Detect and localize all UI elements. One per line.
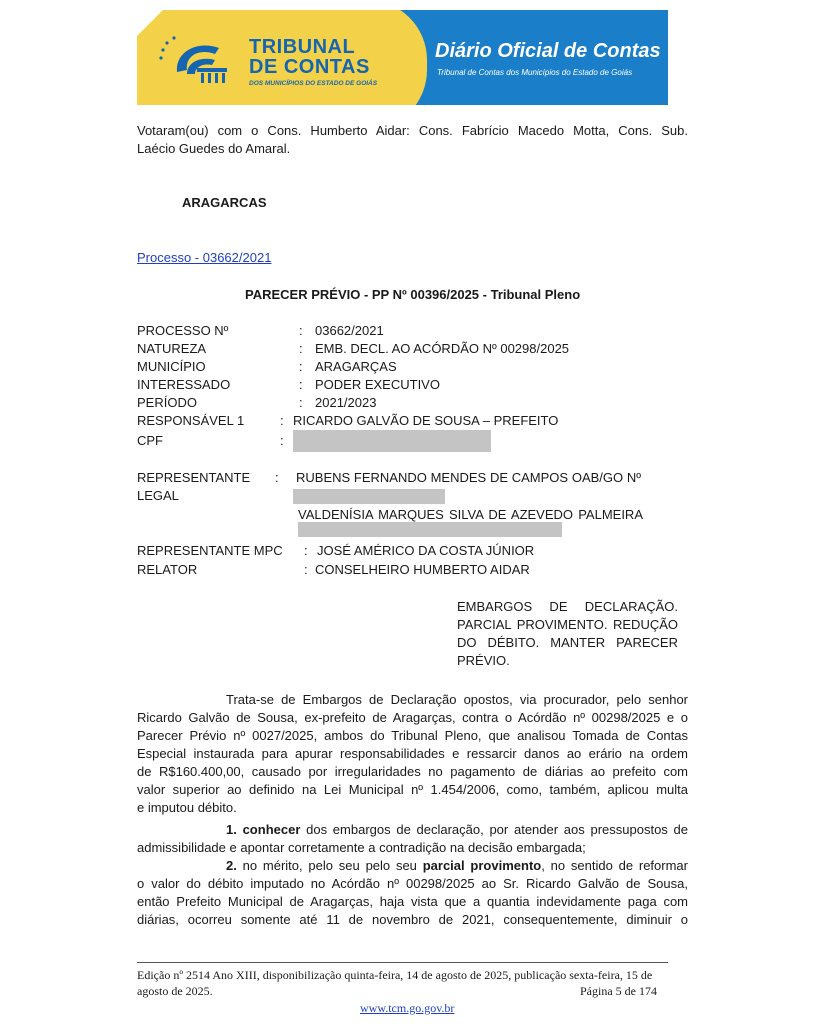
parecer-title: PARECER PRÉVIO - PP Nº 00396/2025 - Tribunal Pleno <box>245 287 581 302</box>
footer-page-number: Página 5 de 174 <box>580 984 657 998</box>
item-2-line-1 <box>137 857 688 875</box>
body-line: valor superior ao definido na Lei Municipal nº 1.454/2006, como, também, aplicou multa <box>137 782 688 797</box>
relator-label: RELATOR <box>137 562 198 577</box>
field-label-natureza: NATUREZA <box>137 341 207 356</box>
gazette-title: Diário Oficial de Contas <box>435 40 661 62</box>
body-line: e imputou débito. <box>137 800 237 815</box>
body-line: Trata-se de Embargos de Declaração opostos, via procurador, pelo senhor <box>226 692 688 707</box>
item-1-rest: dos embargos de declaração, por atender aos pressupostos de <box>300 822 688 837</box>
field-value-municipio: ARAGARÇAS <box>315 359 397 374</box>
rep-legal-label-2: LEGAL <box>137 488 179 503</box>
redacted-oab-2 <box>298 522 562 537</box>
field-colon: : <box>299 377 303 392</box>
ementa-line-1: EMBARGOS DE DECLARAÇÃO. <box>457 599 678 614</box>
field-colon: : <box>299 341 303 356</box>
field-label-responsavel: RESPONSÁVEL 1 <box>137 413 245 428</box>
field-label-periodo: PERÍODO <box>137 395 197 410</box>
footer-divider <box>137 962 668 963</box>
field-colon: : <box>280 413 284 428</box>
item-1-bold: conhecer <box>242 822 301 837</box>
field-colon: : <box>299 323 303 338</box>
title-area <box>387 10 668 105</box>
field-value-natureza: EMB. DECL. AO ACÓRDÃO Nº 00298/2025 <box>315 341 570 356</box>
body-line: de R$160.400,00, causado por irregularidades no pagamento de diárias ao prefeito com <box>137 764 688 779</box>
body-paragraph <box>137 691 688 817</box>
field-label-interessado: INTERESSADO <box>137 377 231 392</box>
logo-wordmark: TRIBUNAL DE CONTAS <box>249 36 370 78</box>
item-1 <box>137 821 688 857</box>
tribunal-logo-icon <box>157 32 235 86</box>
field-value-processo: 03662/2021 <box>315 323 384 338</box>
item-2-pre: no mérito, pelo seu pelo seu <box>236 858 423 873</box>
field-label-cpf: CPF <box>137 433 163 448</box>
item-2-rest: , no sentido de reformar <box>541 858 688 873</box>
ementa-line-2: PARCIAL PROVIMENTO. REDUÇÃO <box>457 617 678 632</box>
rep-legal-value-1: RUBENS FERNANDO MENDES DE CAMPOS OAB/GO Nº <box>296 470 641 485</box>
rep-mpc-value: JOSÉ AMÉRICO DA COSTA JÚNIOR <box>317 543 535 558</box>
redacted-cpf <box>293 430 491 452</box>
relator-value: CONSELHEIRO HUMBERTO AIDAR <box>315 562 530 577</box>
item-1-number: 1. <box>226 822 237 837</box>
item-2-line: o valor do débito imputado no Acórdão nº 00298/2025 ao Sr. Ricardo Galvão de Sousa, <box>137 876 688 891</box>
item-2 <box>137 857 688 929</box>
item-2-line: diárias, ocorreu somente até 11 de novembro de 2021, consequentemente, diminuir o <box>137 912 688 927</box>
field-value-periodo: 2021/2023 <box>315 395 377 410</box>
process-link[interactable]: Processo - 03662/2021 <box>137 250 272 265</box>
field-value-responsavel: RICARDO GALVÃO DE SOUSA – PREFEITO <box>293 413 559 428</box>
footer-edition-line-1: Edição nº 2514 Ano XIII, disponibilização quinta-feira, 14 de agosto de 2025, publicação sexta-feira, 15 de <box>137 968 653 982</box>
item-2-line: então Prefeito Municipal de Aragarças, haja vista que a quantia indevidamente paga com <box>137 894 688 909</box>
rep-legal-value-2: VALDENÍSIA MARQUES SILVA DE AZEVEDO PALMEIRA <box>298 507 643 522</box>
field-colon: : <box>299 395 303 410</box>
logo-subtitle: DOS MUNICÍPIOS DO ESTADO DE GOIÁS <box>249 80 378 87</box>
vote-line-2: Laécio Guedes do Amaral. <box>137 141 291 156</box>
field-value-interessado: PODER EXECUTIVO <box>315 377 440 392</box>
item-1-line-1 <box>137 821 688 839</box>
redacted-oab-1 <box>293 489 445 504</box>
item-2-bold: parcial provimento <box>422 858 542 873</box>
field-label-municipio: MUNICÍPIO <box>137 359 206 374</box>
item-2-number: 2. <box>226 858 237 873</box>
body-line: Ricardo Galvão de Sousa, ex-prefeito de Aragarças, contra o Acórdão nº 00298/2025 e o <box>137 710 688 725</box>
field-colon: : <box>280 433 284 448</box>
municipality-heading: ARAGARCAS <box>182 195 267 210</box>
rep-mpc-label: REPRESENTANTE MPC <box>137 543 283 558</box>
footer-edition-line-2: agosto de 2025. <box>137 984 213 998</box>
item-1-line-2: admissibilidade e apontar corretamente a contradição na decisão embargada; <box>137 840 586 855</box>
field-colon: : <box>304 562 308 577</box>
body-line: Especial instaurada para apurar responsabilidades e ressarcir danos ao erário na ordem <box>137 746 688 761</box>
field-label-processo: PROCESSO Nº <box>137 323 229 338</box>
body-line: Parecer Prévio nº 0027/2025, ambos do Tribunal Pleno, que analisou Tomada de Contas <box>137 728 688 743</box>
field-colon: : <box>304 543 308 558</box>
footer-url-link[interactable]: www.tcm.go.gov.br <box>360 1001 455 1015</box>
field-colon: : <box>275 470 279 485</box>
ementa-line-4: PRÉVIO. <box>457 653 510 668</box>
header-banner <box>137 10 668 105</box>
gazette-subtitle: Tribunal de Contas dos Municípios do Estado de Goiás <box>437 68 633 77</box>
rep-legal-label-1: REPRESENTANTE <box>137 470 251 485</box>
ementa-line-3: DO DÉBITO. MANTER PARECER <box>457 635 678 650</box>
vote-line-1: Votaram(ou) com o Cons. Humberto Aidar: Cons. Fabrício Macedo Motta, Cons. Sub. <box>137 123 688 138</box>
field-colon: : <box>299 359 303 374</box>
logo-area <box>137 10 387 105</box>
